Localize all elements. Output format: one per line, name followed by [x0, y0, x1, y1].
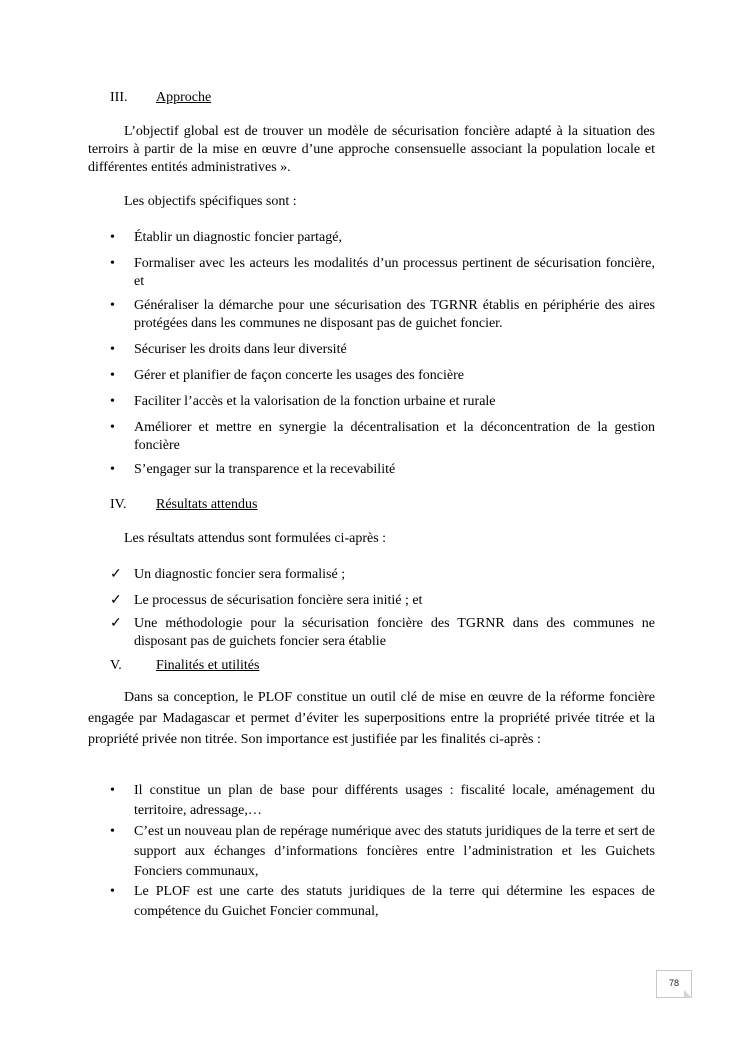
list-item-text: Faciliter l’accès et la valorisation de la fonction urbaine et rurale — [134, 394, 496, 409]
list-item-text: C’est un nouveau plan de repérage numérique avec des statuts juridiques de la terre et sert de support aux échanges d’informations foncières entre l’administration et les Guichets Fonciers communaux, — [134, 824, 655, 879]
bullet-icon: • — [110, 884, 115, 899]
list-item-text: S’engager sur la transparence et la recevabilité — [134, 462, 396, 477]
checklist-item-text: Une méthodologie pour la sécurisation foncière des TGRNR dans des communes ne disposant pas de guichets foncier sera établie — [134, 616, 655, 649]
section-number: IV. — [110, 497, 127, 512]
checklist-item — [88, 566, 655, 584]
checkmark-icon: ✓ — [110, 616, 122, 631]
checklist-item — [88, 615, 655, 651]
list-item-text: Le PLOF est une carte des statuts juridiques de la terre qui détermine les espaces de compétence du Guichet Foncier communal, — [134, 884, 655, 919]
bullet-icon: • — [110, 256, 115, 271]
section-heading-finalites — [110, 657, 259, 675]
list-item — [88, 367, 655, 385]
bullet-icon: • — [110, 462, 115, 477]
page-number: 78 — [668, 978, 679, 988]
section-heading-resultats — [110, 496, 258, 514]
bullet-icon: • — [110, 394, 115, 409]
list-item-text: Formaliser avec les acteurs les modalités d’un processus pertinent de sécurisation foncière, et — [134, 256, 655, 289]
results-intro: Les résultats attendus sont formulées ci-après : — [124, 531, 387, 546]
page-curl-icon — [684, 990, 692, 998]
list-item-text: Sécuriser les droits dans leur diversité — [134, 342, 347, 357]
list-item — [88, 822, 655, 882]
section-number: III. — [110, 90, 128, 105]
checklist-item — [88, 592, 655, 610]
bullet-icon: • — [110, 298, 115, 313]
bullet-icon: • — [110, 783, 115, 798]
bullet-icon: • — [110, 420, 115, 435]
objective-paragraph: L’objectif global est de trouver un modèle de sécurisation foncière adapté à la situation des terroirs à partir de la mise en œuvre d’une approche consensuelle associant la population locale et différentes entités administratives ». — [88, 124, 655, 175]
list-item — [88, 461, 655, 479]
list-item — [88, 393, 655, 411]
bullet-icon: • — [110, 824, 115, 839]
plof-paragraph: Dans sa conception, le PLOF constitue un outil clé de mise en œuvre de la réforme foncière engagée par Madagascar et permet d’éviter les superpositions entre la propriété privée titrée et la propriété privée non titrée. Son importance est justifiée par les finalités ci-après : — [88, 690, 655, 747]
list-item — [88, 781, 655, 821]
list-item — [88, 297, 655, 333]
list-item-text: Généraliser la démarche pour une sécurisation des TGRNR établis en périphérie des aires protégées dans les communes ne disposant pas de guichet foncier. — [134, 298, 655, 331]
checklist-item-text: Le processus de sécurisation foncière sera initié ; et — [134, 593, 423, 608]
section-title: Résultats attendus — [156, 497, 258, 512]
list-item-text: Établir un diagnostic foncier partagé, — [134, 230, 342, 245]
checkmark-icon: ✓ — [110, 593, 122, 608]
list-item-text: Améliorer et mettre en synergie la décentralisation et la déconcentration de la gestion foncière — [134, 420, 655, 453]
section-number: V. — [110, 658, 122, 673]
bullet-icon: • — [110, 368, 115, 383]
page-number-box — [656, 970, 692, 998]
list-item — [88, 341, 655, 359]
list-item-text: Il constitue un plan de base pour différents usages : fiscalité locale, aménagement du territoire, adressage,… — [134, 783, 655, 818]
section-title: Finalités et utilités — [156, 658, 260, 673]
bullet-icon: • — [110, 342, 115, 357]
checklist-item-text: Un diagnostic foncier sera formalisé ; — [134, 567, 346, 582]
list-item — [88, 229, 655, 247]
bullet-icon: • — [110, 230, 115, 245]
checkmark-icon: ✓ — [110, 567, 122, 582]
list-item — [88, 882, 655, 922]
section-title: Approche — [156, 90, 212, 105]
list-item — [88, 419, 655, 455]
list-item — [88, 255, 655, 291]
list-item-text: Gérer et planifier de façon concerte les usages des foncière — [134, 368, 464, 383]
objectives-intro: Les objectifs spécifiques sont : — [124, 194, 297, 209]
section-heading-approche — [110, 89, 211, 107]
